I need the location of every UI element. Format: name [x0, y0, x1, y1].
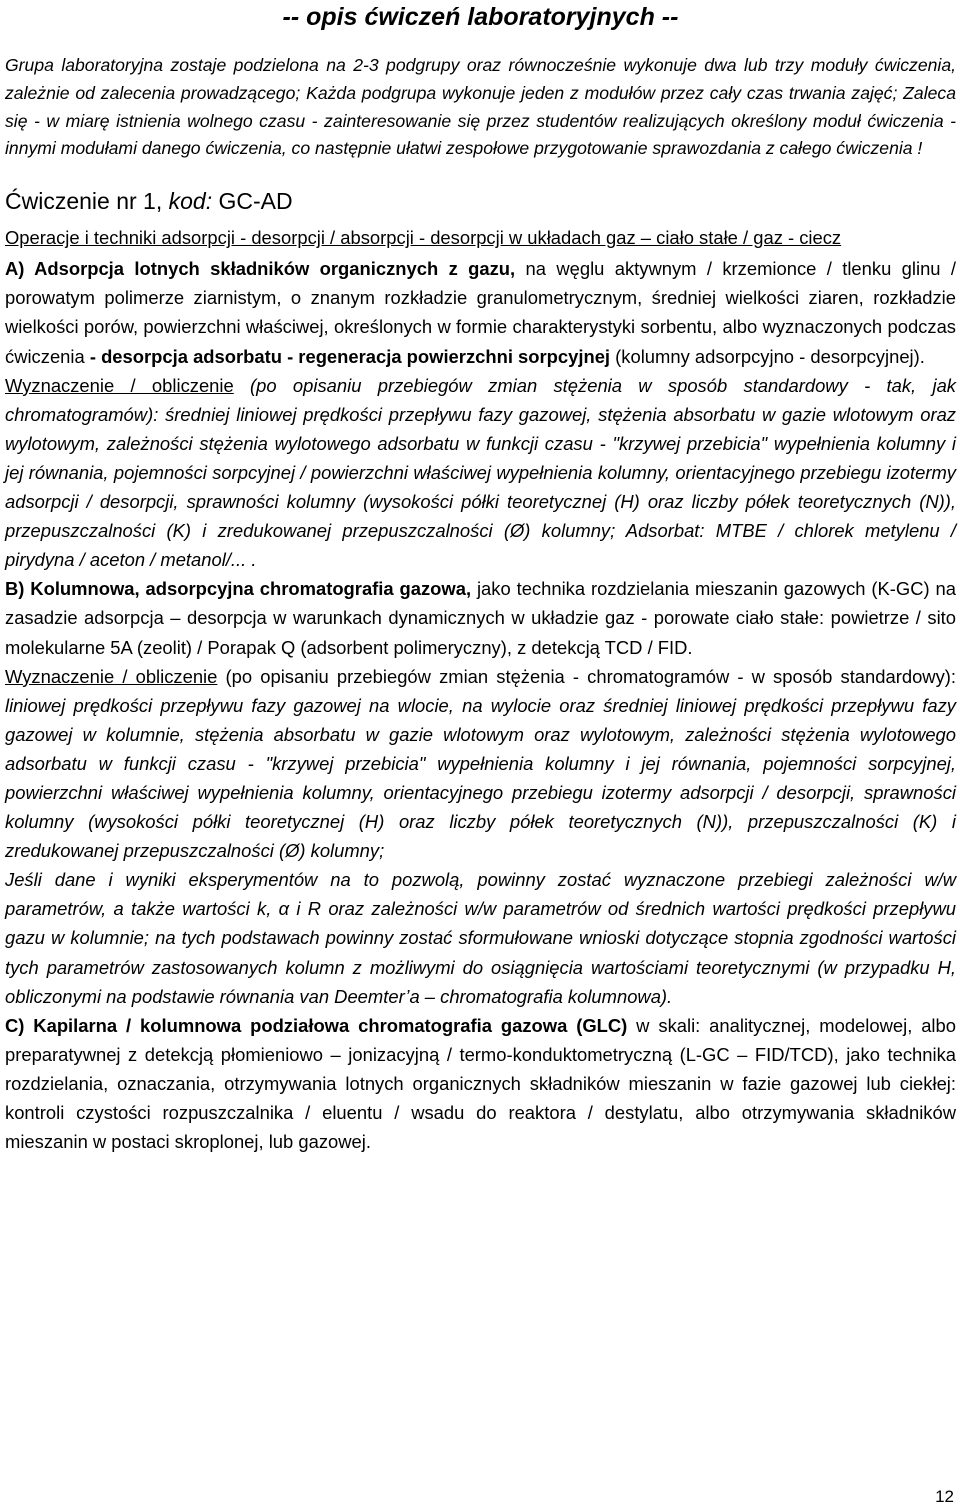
page-header: -- opis ćwiczeń laboratoryjnych --: [282, 3, 679, 31]
section-b-extra: Jeśli dane i wyniki eksperymentów na to pozwolą, powinny zostać wyznaczone przebiegi zależności w/w parametrów, a także wartości k, α i R oraz zależności w/w parametrów od średnich wartości prędkości przepływu gazu w kolumnie; na tych podstawach powinny zostać sformułowane wnioski dotyczące stopnia zgodności wartości tych parametrów zastosowanych kolumn z możliwymi do osiągnięcia wartościami teoretycznymi (w przypadku H, obliczonymi na podstawie równania van Deemter’a – chromatografia kolumnowa).: [5, 869, 956, 1007]
document-page: [5, 0, 956, 1156]
section-a-bold: - desorpcja adsorbatu - regeneracja powierzchni sorpcyjnej: [89, 345, 611, 367]
section-a-wyz-paren: (po opisaniu przebiegów zmian stężenia w sposób standardowy - tak, jak chromatogramów):: [5, 374, 956, 425]
section-b-wyz-paren: (po opisaniu przebiegów zmian stężenia - chromatogramów - w sposób standardowy):: [217, 665, 957, 687]
section-b-wyz-text: liniowej prędkości przepływu fazy gazowej na wlocie, na wylocie oraz średniej liniowej prędkości przepływu fazy gazowej w kolumnie, stężenia absorbatu w gazie wlotowym oraz wylotowym, zależności stężenia wylotowego adsorbatu w funkcji czasu - "krzywej przebicia" wypełnienia kolumny i jej równania, pojemności sorpcyjnej, powierzchni właściwej wypełnienia kolumny, orientacyjnego przebiegu izotermy adsorpcji / desorpcji, sprawności kolumny (wysokości półki teoretycznej (H) oraz liczby półek teoretycznych (N)), przepuszczalności (K) i zredukowanej przepuszczalności (Ø) kolumny;: [5, 694, 956, 862]
section-a-wyz-text: średniej liniowej prędkości przepływu fazy gazowej, stężenia absorbatu w gazie wlotowym oraz wylotowym, zależności stężenia wylotowego adsorbatu w funkcji czasu - "krzywej przebicia" wypełnienia kolumny i jej równania, pojemności sorpcyjnej / powierzchni właściwej wypełnienia kolumny, orientacyjnego przebiegu izotermy adsorpcji / desorpcji, sprawności kolumny (wysokości półki teoretycznej (H) oraz liczby półek teoretycznych (N)), przepuszczalności (K) i zredukowanej przepuszczalności (Ø) kolumny; Adsorbat: MTBE / chlorek metylenu / pirydyna / aceton / metanol/... .: [5, 403, 956, 571]
section-c: [5, 1011, 956, 1156]
section-b-wyz-label: Wyznaczenie / obliczenie: [5, 665, 218, 687]
section-c-text: w skali: analitycznej, modelowej, albo preparatywnej z detekcją płomieniowo – jonizacyjną / termo-konduktometryczną (L-GC – FID/TCD), jako technika rozdzielania, oznaczania, otrzymywania lotnych organicznych składników mieszanin w fazie gazowej lub ciekłej: kontroli czystości rozpuszczalnika / eluentu / wsadu do reaktora / destylatu, albo otrzymywania składników mieszanin w postaci skroplonej, lub gazowej.: [5, 1014, 956, 1153]
intro-paragraph: Grupa laboratoryjna zostaje podzielona na 2-3 podgrupy oraz równocześnie wykonuje dwa lub trzy moduły ćwiczenia, zależnie od zalecenia prowadzącego; Każda podgrupa wykonuje jeden z modułów przez cały czas trwania zajęć; Zaleca się - w miarę istnienia wolnego czasu - zainteresowanie się przez studentów realizujących określony moduł ćwiczenia - innymi modułami danego ćwiczenia, co następnie ułatwi zespołowe przygotowanie sprawozdania z całego ćwiczenia !: [5, 55, 956, 159]
exercise-title-code: GC-AD: [212, 188, 293, 215]
section-a-wyz-label: Wyznaczenie / obliczenie: [5, 374, 234, 396]
section-a-heading: A) Adsorpcja lotnych składników organicznych z gazu,: [5, 258, 516, 280]
section-a-text2: (kolumny adsorpcyjno - desorpcyjnej).: [610, 345, 925, 367]
section-a-text1: na węglu aktywnym / krzemionce / tlenku glinu / porowatym polimerze ziarnistym, o znanym rozkładzie granulometrycznym, średniej wielkości ziaren, rozkładzie wielkości porów, powierzchni właściwej, określonych w formie charakterystyki sorbentu, albo wyznaczonych podczas ćwiczenia: [5, 258, 956, 367]
section-b-text: jako technika rozdzielania mieszanin gazowych (K-GC) na zasadzie adsorpcja – desorpcja w warunkach dynamicznych w układzie gaz - porowate ciało stałe: powietrze / sito molekularne 5A (zeolit) / Porapak Q (adsorbent polimeryczny), z detekcją TCD / FID.: [5, 578, 956, 658]
exercise-title-prefix: Ćwiczenie nr 1,: [5, 188, 169, 215]
section-a-wyznaczenie: [5, 371, 956, 575]
section-c-heading: C) Kapilarna / kolumnowa podziałowa chromatografia gazowa (GLC): [5, 1014, 628, 1036]
section-b: [5, 574, 956, 661]
section-b-wyznaczenie: [5, 662, 956, 866]
page-number: 12: [935, 1487, 954, 1506]
section-a: [5, 254, 956, 370]
exercise-title: [5, 183, 956, 223]
exercise-subtitle: Operacje i techniki adsorpcji - desorpcji / absorpcji - desorpcji w układach gaz – ciało stałe / gaz - ciecz: [5, 227, 842, 249]
exercise-title-kod: kod:: [168, 188, 213, 215]
section-b-heading: B) Kolumnowa, adsorpcyjna chromatografia gazowa,: [5, 578, 472, 600]
